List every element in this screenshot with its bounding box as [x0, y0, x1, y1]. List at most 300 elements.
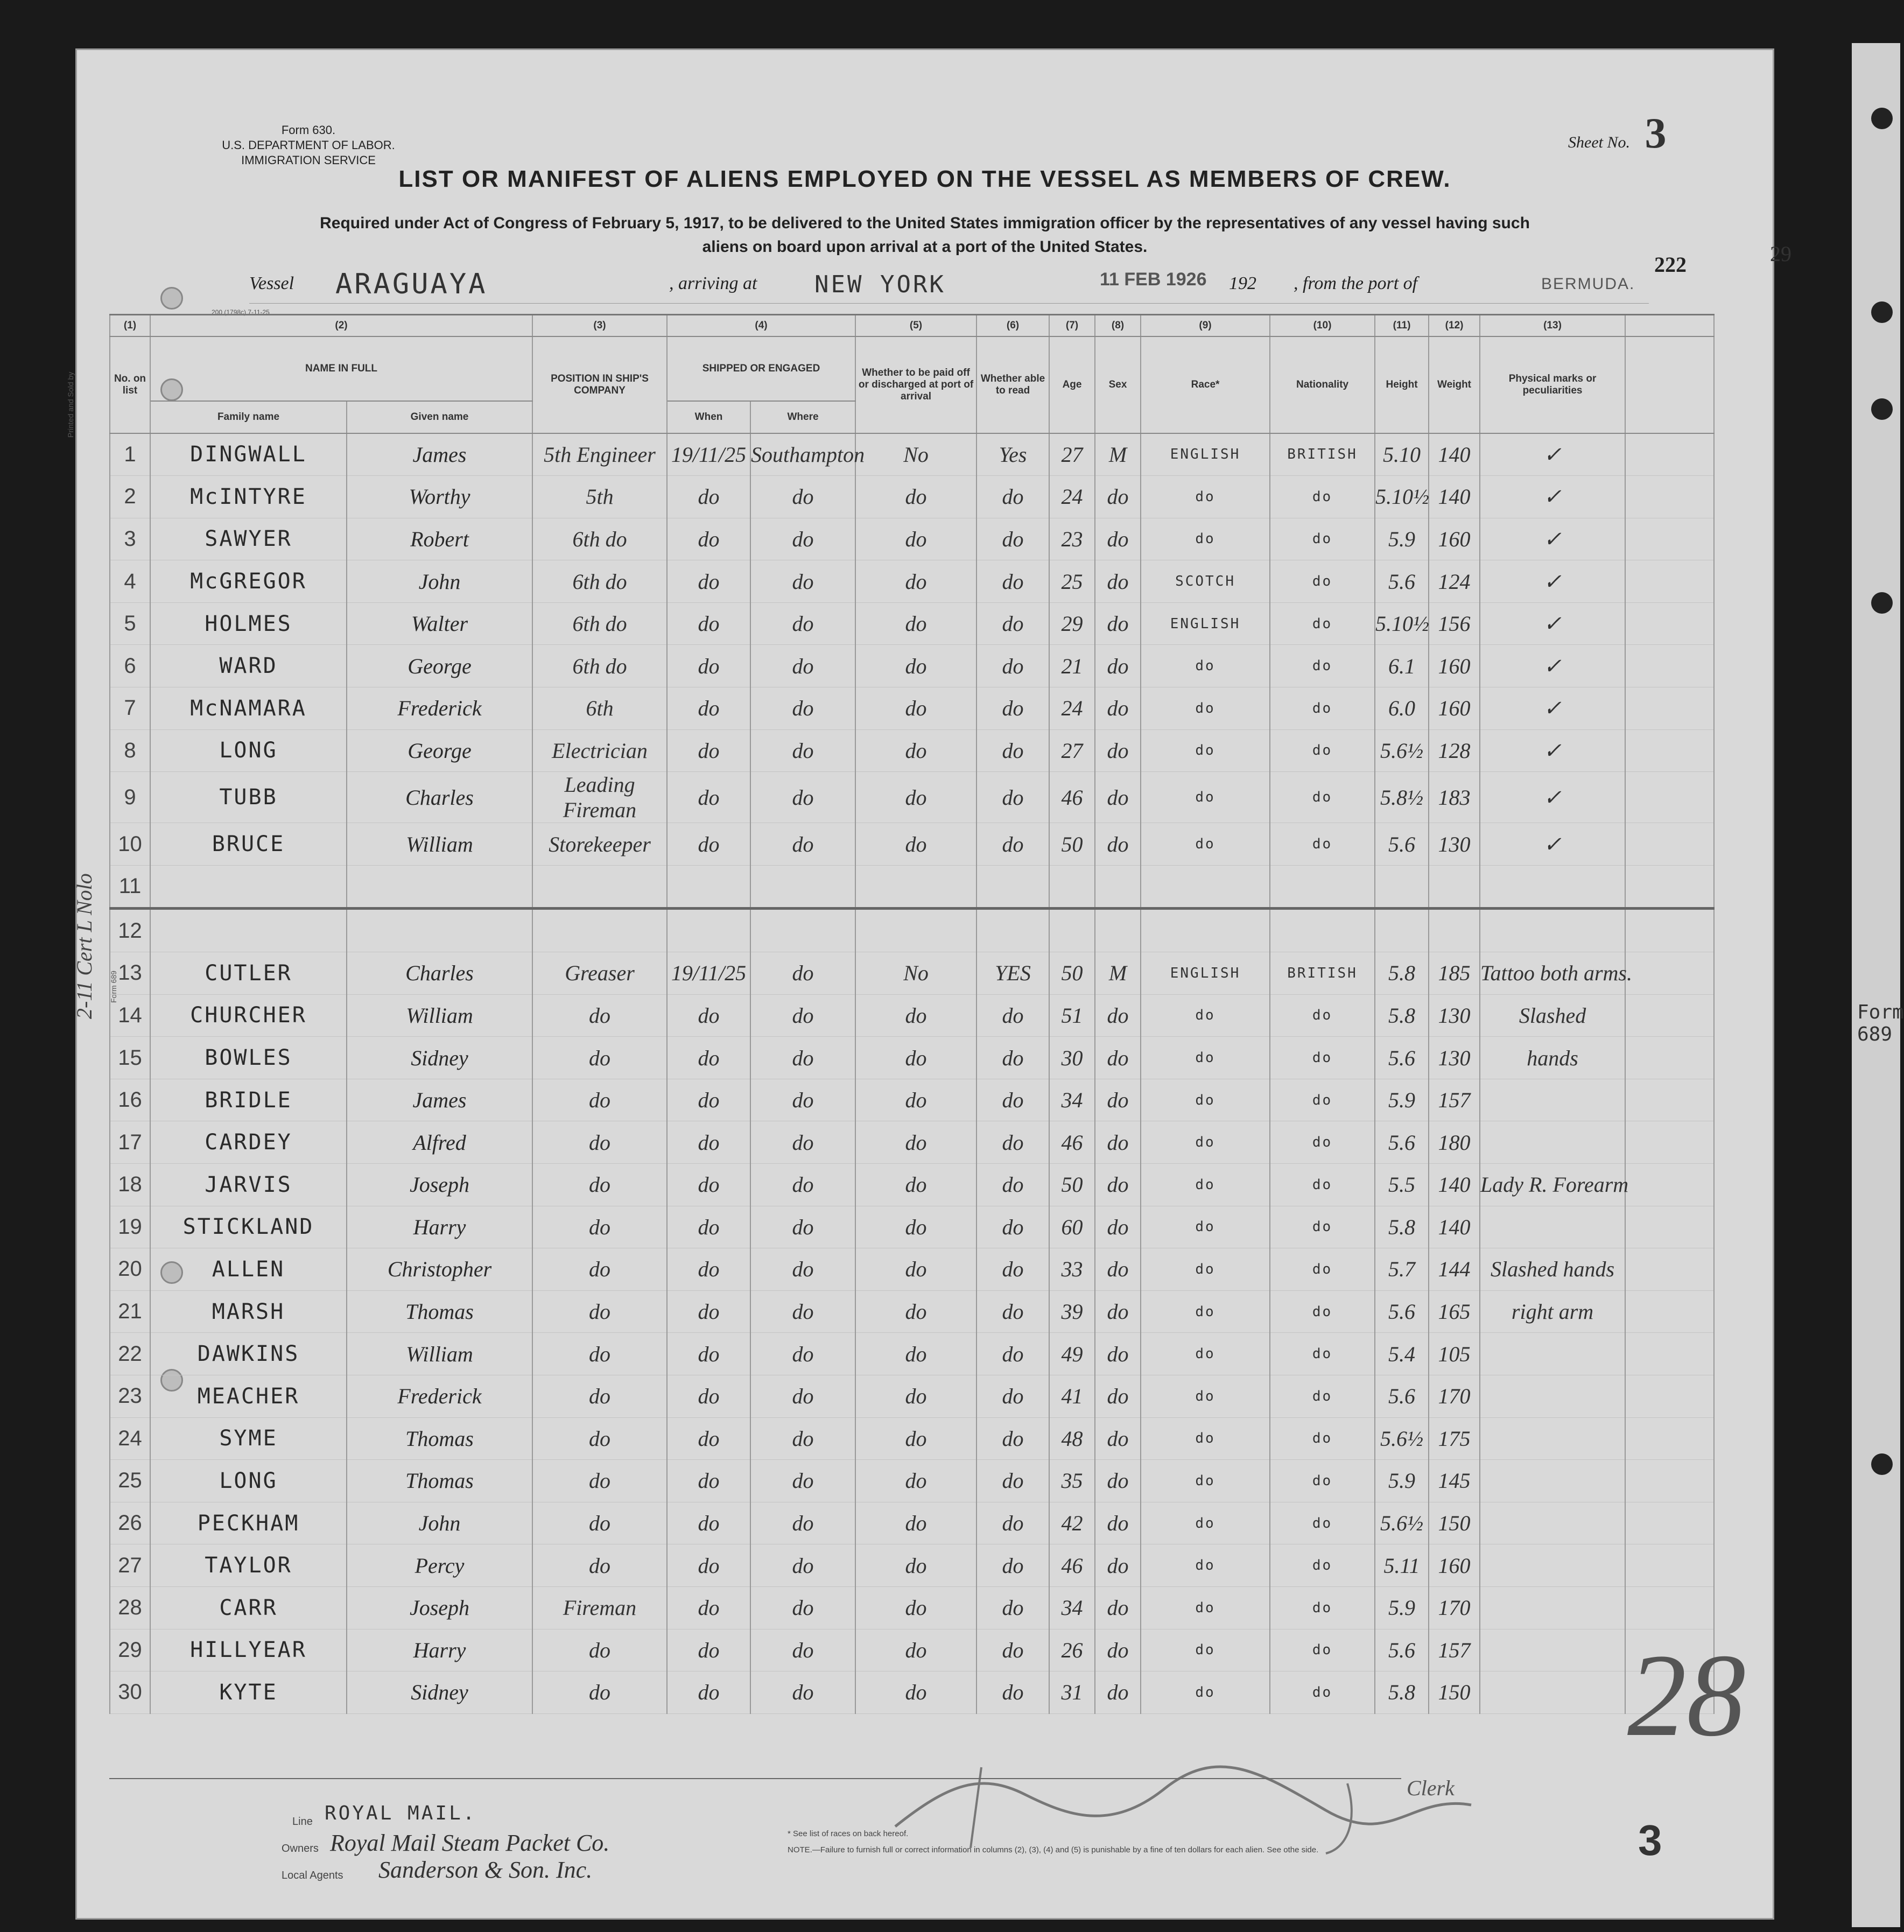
table-row [110, 1671, 1714, 1714]
table-row [110, 1333, 1714, 1375]
cell-where: do [750, 602, 855, 645]
cell-paid-off: do [855, 1333, 976, 1375]
cell-when: do [667, 1375, 750, 1417]
cell-race: do [1141, 1206, 1270, 1248]
cell-family: CARR [150, 1586, 347, 1629]
cell-height: 5.9 [1375, 1460, 1429, 1502]
cell-given: Worthy [347, 476, 532, 518]
table-row [110, 602, 1714, 645]
cell-race: do [1141, 1079, 1270, 1121]
cell-nationality: do [1270, 1460, 1375, 1502]
cell-age: 50 [1049, 823, 1095, 866]
cell-weight: 160 [1429, 687, 1480, 730]
cell-height: 5.6 [1375, 1121, 1429, 1164]
cell-sex: do [1095, 1544, 1141, 1587]
crew-manifest-table [109, 314, 1715, 1714]
cell-height: 5.10½ [1375, 602, 1429, 645]
cell-nationality: do [1270, 602, 1375, 645]
cell-height: 5.9 [1375, 518, 1429, 560]
cell-paid-off: do [855, 1375, 976, 1417]
cell-paid-off: do [855, 476, 976, 518]
cell-nationality: do [1270, 687, 1375, 730]
cell-no: 21 [110, 1290, 150, 1333]
cell-read: do [976, 518, 1049, 560]
cell-marks [1480, 865, 1625, 909]
cell-family: TAYLOR [150, 1544, 347, 1587]
table-row [110, 1164, 1714, 1206]
cell-sex: do [1095, 1502, 1141, 1544]
cell-no: 28 [110, 1586, 150, 1629]
cell-age: 27 [1049, 433, 1095, 476]
cell-given: James [347, 1079, 532, 1121]
cell-given: Thomas [347, 1417, 532, 1460]
cell-race: do [1141, 1290, 1270, 1333]
cell-when: do [667, 518, 750, 560]
cell-paid-off: do [855, 560, 976, 603]
cell-age: 49 [1049, 1333, 1095, 1375]
cell-age: 48 [1049, 1417, 1095, 1460]
cell-read: do [976, 994, 1049, 1037]
cell-read: YES [976, 952, 1049, 995]
cell-age: 46 [1049, 1121, 1095, 1164]
cell-race: do [1141, 1629, 1270, 1671]
cell-age: 42 [1049, 1502, 1095, 1544]
cell-given: George [347, 729, 532, 772]
cell-no: 3 [110, 518, 150, 560]
cell-where: do [750, 994, 855, 1037]
cell-height: 6.0 [1375, 687, 1429, 730]
cell-nationality: do [1270, 1586, 1375, 1629]
cell-where: do [750, 1121, 855, 1164]
cell-weight: 124 [1429, 560, 1480, 603]
cell-race: do [1141, 772, 1270, 823]
cell-family: CARDEY [150, 1121, 347, 1164]
cell-where: do [750, 1417, 855, 1460]
cell-position: do [532, 1375, 667, 1417]
cell-nationality [1270, 909, 1375, 952]
cell-when: do [667, 772, 750, 823]
cell-nationality: BRITISH [1270, 952, 1375, 995]
cell-position: do [532, 1502, 667, 1544]
cell-nationality: do [1270, 560, 1375, 603]
cell-no: 15 [110, 1037, 150, 1079]
cell-nationality: do [1270, 476, 1375, 518]
cell-where: do [750, 476, 855, 518]
cell-paid-off: do [855, 645, 976, 687]
cell-age: 25 [1049, 560, 1095, 603]
cell-position: do [532, 1121, 667, 1164]
cell-no: 30 [110, 1671, 150, 1714]
cell-nationality: do [1270, 772, 1375, 823]
cell-height: 6.1 [1375, 645, 1429, 687]
cell-age: 46 [1049, 1544, 1095, 1587]
cell-height: 5.5 [1375, 1164, 1429, 1206]
cell-age: 51 [1049, 994, 1095, 1037]
cell-paid-off: do [855, 1544, 976, 1587]
cell-paid-off: do [855, 602, 976, 645]
cell-given: John [347, 1502, 532, 1544]
cell-position: Leading Fireman [532, 772, 667, 823]
cell-read: do [976, 823, 1049, 866]
cell-marks: ✓ [1480, 687, 1625, 730]
table-row [110, 865, 1714, 909]
cell-sex: do [1095, 560, 1141, 603]
cell-height: 5.6 [1375, 1375, 1429, 1417]
cell-paid-off [855, 865, 976, 909]
header-where: Where [750, 401, 855, 433]
form-number: Form 630. [281, 123, 336, 137]
cell-nationality: do [1270, 1290, 1375, 1333]
cell-nationality: do [1270, 1079, 1375, 1121]
header-physical-marks: Physical marks or peculiarities [1480, 336, 1625, 433]
cell-marks: ✓ [1480, 560, 1625, 603]
cell-weight: 140 [1429, 1206, 1480, 1248]
cell-paid-off: do [855, 1629, 976, 1671]
cell-given [347, 909, 532, 952]
cell-where: do [750, 1206, 855, 1248]
cell-marks [1480, 1333, 1625, 1375]
cell-paid-off: do [855, 1206, 976, 1248]
table-row [110, 433, 1714, 476]
cell-position: do [532, 1164, 667, 1206]
cell-marks: Slashed [1480, 994, 1625, 1037]
cell-when: do [667, 687, 750, 730]
cell-height [1375, 865, 1429, 909]
cell-when: do [667, 1671, 750, 1714]
cell-weight: 130 [1429, 1037, 1480, 1079]
table-row [110, 560, 1714, 603]
table-row [110, 1206, 1714, 1248]
table-row [110, 1121, 1714, 1164]
cell-marks [1480, 1586, 1625, 1629]
cell-marks: ✓ [1480, 518, 1625, 560]
cell-read: do [976, 602, 1049, 645]
cell-given: Thomas [347, 1460, 532, 1502]
cell-marks [1480, 1629, 1625, 1671]
cell-age: 24 [1049, 687, 1095, 730]
cell-race: do [1141, 994, 1270, 1037]
agents-label: Local Agents [282, 1870, 343, 1881]
cell-family: BRUCE [150, 823, 347, 866]
header-shipped-or-engaged: SHIPPED OR ENGAGED [667, 336, 855, 401]
cell-when: do [667, 1037, 750, 1079]
cell-given: Sidney [347, 1037, 532, 1079]
cell-given: Christopher [347, 1248, 532, 1291]
cell-sex: M [1095, 433, 1141, 476]
cell-weight: 165 [1429, 1290, 1480, 1333]
cell-family: MEACHER [150, 1375, 347, 1417]
cell-given: Frederick [347, 687, 532, 730]
line-value: ROYAL MAIL. [325, 1802, 477, 1824]
cell-paid-off: do [855, 1079, 976, 1121]
cell-position: do [532, 1290, 667, 1333]
cell-paid-off: No [855, 952, 976, 995]
cell-sex: do [1095, 1460, 1141, 1502]
cell-read [976, 909, 1049, 952]
cell-marks: Tattoo both arms. [1480, 952, 1625, 995]
cell-height: 5.9 [1375, 1586, 1429, 1629]
cell-when: do [667, 1417, 750, 1460]
cell-race: do [1141, 1248, 1270, 1291]
cell-weight: 170 [1429, 1375, 1480, 1417]
races-note: * See list of races on back hereof. [788, 1829, 909, 1838]
table-row [110, 1079, 1714, 1121]
cell-race: do [1141, 1586, 1270, 1629]
agents-value: Sanderson & Son. Inc. [378, 1857, 593, 1883]
punch-hole [1871, 1453, 1893, 1475]
cell-sex: do [1095, 1629, 1141, 1671]
cell-sex: do [1095, 1586, 1141, 1629]
cell-given: Walter [347, 602, 532, 645]
cell-height [1375, 909, 1429, 952]
cell-race: do [1141, 687, 1270, 730]
cell-paid-off: do [855, 729, 976, 772]
cell-position [532, 865, 667, 909]
cell-where: do [750, 560, 855, 603]
cell-position: 6th do [532, 518, 667, 560]
cell-where: do [750, 1502, 855, 1544]
cell-family: DINGWALL [150, 433, 347, 476]
cell-read: do [976, 1417, 1049, 1460]
vessel-name: ARAGUAYA [335, 268, 488, 300]
cell-no: 11 [110, 865, 150, 909]
cell-race: do [1141, 1037, 1270, 1079]
cell-paid-off: do [855, 518, 976, 560]
cell-race: ENGLISH [1141, 433, 1270, 476]
cell-age: 34 [1049, 1079, 1095, 1121]
cell-no: 6 [110, 645, 150, 687]
cell-position: do [532, 1079, 667, 1121]
cell-family: DAWKINS [150, 1333, 347, 1375]
cell-where: do [750, 645, 855, 687]
cell-family: McINTYRE [150, 476, 347, 518]
footer [109, 1800, 1724, 1907]
cell-no: 12 [110, 909, 150, 952]
cell-given: John [347, 560, 532, 603]
cell-age: 35 [1049, 1460, 1095, 1502]
cell-weight: 144 [1429, 1248, 1480, 1291]
penalty-note: NOTE.—Failure to furnish full or correct information in columns (2), (3), (4) and (5) is punishable by a fine of ten dollars for each alien. See othe side. [788, 1845, 1319, 1854]
cell-age: 26 [1049, 1629, 1095, 1671]
cell-marks: ✓ [1480, 476, 1625, 518]
header-age: Age [1049, 336, 1095, 433]
cell-paid-off: do [855, 1586, 976, 1629]
cell-race: do [1141, 518, 1270, 560]
table-row [110, 823, 1714, 866]
cell-family: BRIDLE [150, 1079, 347, 1121]
cell-height: 5.6 [1375, 1037, 1429, 1079]
crew-rows [110, 433, 1714, 1714]
cell-sex: do [1095, 729, 1141, 772]
date-stamp: 11 FEB 1926 [1100, 269, 1207, 290]
cell-age: 39 [1049, 1290, 1095, 1333]
cell-sex: do [1095, 645, 1141, 687]
departure-port: BERMUDA. [1541, 275, 1635, 293]
owners-label: Owners [282, 1843, 319, 1854]
cell-marks: ✓ [1480, 729, 1625, 772]
cell-where: do [750, 1544, 855, 1587]
subtitle: Required under Act of Congress of February 5, 1917, to be delivered to the United States immigration officer by the representatives of any vessel having such aliens on board upon arrival at a port of the United States. [320, 214, 1530, 256]
cell-height: 5.11 [1375, 1544, 1429, 1587]
cell-weight: 140 [1429, 476, 1480, 518]
cell-family: BOWLES [150, 1037, 347, 1079]
cell-marks [1480, 1502, 1625, 1544]
cell-no: 1 [110, 433, 150, 476]
cell-weight: 150 [1429, 1671, 1480, 1714]
cell-nationality: do [1270, 1248, 1375, 1291]
cell-position: 6th do [532, 560, 667, 603]
cell-no: 13 [110, 952, 150, 995]
cell-position [532, 909, 667, 952]
cell-read: do [976, 729, 1049, 772]
cell-when: 19/11/25 [667, 952, 750, 995]
cell-position: Fireman [532, 1586, 667, 1629]
cell-age: 21 [1049, 645, 1095, 687]
cell-given: William [347, 823, 532, 866]
header-sex: Sex [1095, 336, 1141, 433]
cell-height: 5.8 [1375, 994, 1429, 1037]
cell-family: PECKHAM [150, 1502, 347, 1544]
tally-number: 28 [1627, 1629, 1746, 1761]
cell-where: do [750, 1629, 855, 1671]
cell-marks [1480, 1206, 1625, 1248]
cell-read: do [976, 1248, 1049, 1291]
cell-read: do [976, 1079, 1049, 1121]
cell-nationality: do [1270, 1544, 1375, 1587]
cell-read: do [976, 1629, 1049, 1671]
cell-sex: do [1095, 476, 1141, 518]
table-row [110, 1544, 1714, 1587]
cell-where: do [750, 1079, 855, 1121]
cell-paid-off: do [855, 1417, 976, 1460]
cell-when: do [667, 1544, 750, 1587]
cell-paid-off: do [855, 994, 976, 1037]
header-no-on-list: No. on list [110, 336, 150, 433]
punch-hole [1871, 592, 1893, 614]
cell-weight: 105 [1429, 1333, 1480, 1375]
column-header-row [110, 336, 1714, 401]
cell-given: Charles [347, 772, 532, 823]
cell-when: do [667, 729, 750, 772]
cell-family: CUTLER [150, 952, 347, 995]
cell-read: do [976, 1037, 1049, 1079]
cell-paid-off: do [855, 1248, 976, 1291]
cell-nationality: do [1270, 1037, 1375, 1079]
cell-age [1049, 909, 1095, 952]
header-given-name: Given name [347, 401, 532, 433]
header-race: Race* [1141, 336, 1270, 433]
cell-paid-off: do [855, 772, 976, 823]
cell-given: Frederick [347, 1375, 532, 1417]
cell-when: do [667, 476, 750, 518]
cell-where: do [750, 772, 855, 823]
cell-read [976, 865, 1049, 909]
cell-nationality: do [1270, 1417, 1375, 1460]
cell-position: 5th Engineer [532, 433, 667, 476]
cell-family: SYME [150, 1417, 347, 1460]
table-row [110, 476, 1714, 518]
service-name: IMMIGRATION SERVICE [241, 153, 376, 167]
cell-weight: 170 [1429, 1586, 1480, 1629]
edge-number: 29 [1770, 242, 1791, 266]
cell-no: 14 [110, 994, 150, 1037]
cell-where: do [750, 687, 855, 730]
cell-read: do [976, 476, 1049, 518]
sheet-number-bottom: 3 [1638, 1816, 1662, 1864]
cell-height: 5.6½ [1375, 1417, 1429, 1460]
cell-position: do [532, 1333, 667, 1375]
cell-family: SAWYER [150, 518, 347, 560]
cell-sex: do [1095, 1079, 1141, 1121]
header-position: POSITION IN SHIP'S COMPANY [532, 336, 667, 433]
cell-sex: M [1095, 952, 1141, 995]
cell-read: do [976, 1164, 1049, 1206]
cell-age: 27 [1049, 729, 1095, 772]
cell-marks [1480, 1460, 1625, 1502]
cell-given [347, 865, 532, 909]
cell-sex: do [1095, 1164, 1141, 1206]
cell-age: 50 [1049, 952, 1095, 995]
vessel-line: Vessel ARAGUAYA , arriving at NEW YORK 11 FEB 1926 192 , from the port of BERMUDA. [249, 268, 1635, 300]
form-header [217, 123, 400, 168]
cell-sex: do [1095, 1375, 1141, 1417]
header-height: Height [1375, 336, 1429, 433]
cell-no: 9 [110, 772, 150, 823]
cell-no: 23 [110, 1375, 150, 1417]
cell-no: 20 [110, 1248, 150, 1291]
cell-weight: 145 [1429, 1460, 1480, 1502]
cell-nationality: BRITISH [1270, 433, 1375, 476]
cell-family: WARD [150, 645, 347, 687]
cell-no: 25 [110, 1460, 150, 1502]
print-code: 200 (1798c) 7-11-25 [212, 308, 270, 316]
table-row [110, 952, 1714, 995]
cell-given: Charles [347, 952, 532, 995]
cell-family [150, 909, 347, 952]
cell-read: do [976, 1206, 1049, 1248]
cell-where [750, 909, 855, 952]
table-row [110, 1586, 1714, 1629]
cell-when: do [667, 1164, 750, 1206]
cell-family: STICKLAND [150, 1206, 347, 1248]
cell-marks [1480, 1079, 1625, 1121]
cell-read: do [976, 687, 1049, 730]
table-row [110, 729, 1714, 772]
cell-no: 17 [110, 1121, 150, 1164]
cell-marks [1480, 1417, 1625, 1460]
cell-height: 5.10½ [1375, 476, 1429, 518]
cell-marks: ✓ [1480, 772, 1625, 823]
cell-weight [1429, 865, 1480, 909]
cell-position: do [532, 1629, 667, 1671]
cell-where: do [750, 1460, 855, 1502]
cell-weight: 128 [1429, 729, 1480, 772]
table-row [110, 1375, 1714, 1417]
cell-given: James [347, 433, 532, 476]
table-row [110, 1290, 1714, 1333]
cell-where: do [750, 1037, 855, 1079]
cell-read: Yes [976, 433, 1049, 476]
cell-family: McNAMARA [150, 687, 347, 730]
cell-given: Percy [347, 1544, 532, 1587]
cell-sex: do [1095, 1290, 1141, 1333]
cell-nationality: do [1270, 823, 1375, 866]
cell-no: 19 [110, 1206, 150, 1248]
cell-no: 7 [110, 687, 150, 730]
cell-weight: 156 [1429, 602, 1480, 645]
table-row [110, 994, 1714, 1037]
cell-no: 2 [110, 476, 150, 518]
